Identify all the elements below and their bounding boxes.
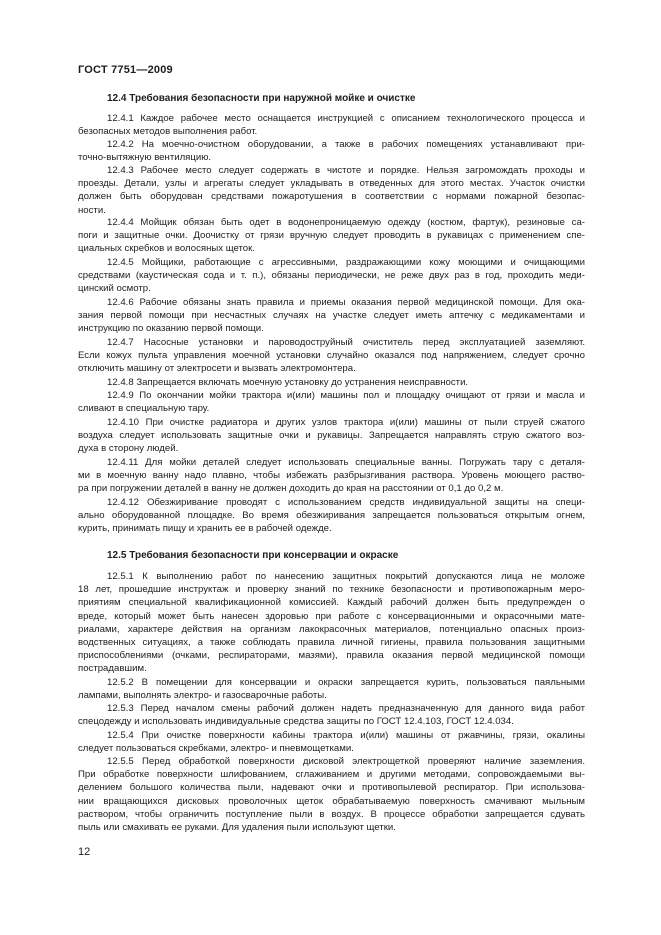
text-line: цинский осмотр. [78, 283, 151, 295]
clause-12-4-5 [78, 256, 585, 296]
clause-12-4-4 [78, 216, 585, 256]
text-line: нии вращающихся дисковых проволочных щеток обрабатываемую поверхность смачивают мыльным [78, 795, 585, 807]
text-line: 12.4.8 Запрещается включать моечную установку до устранения неисправности. [107, 377, 469, 388]
text-line: 12.5.1 К выполнению работ по нанесению защитных покрытий допускаются лица не моложе [107, 571, 585, 582]
text-line: риалами, характере действия на организм лакокрасочных материалов, потенциально опасных произ- [78, 623, 585, 635]
clause-12-4-9 [78, 389, 585, 415]
text-line: 12.4.4 Мойщик обязан быть одет в водонепроницаемую одежду (костюм, фартук), резиновые са- [107, 217, 585, 228]
text-line: 12.4.2 На моечно-очистном оборудовании, а также в рабочих помещениях устанавливают при- [107, 139, 585, 150]
text-line: 12.4.12 Обезжиривание проводят с использованием средств индивидуальной защиты на специ- [107, 497, 585, 508]
text-line: духа в сторону людей. [78, 443, 179, 455]
text-line: 12.4.7 Насосные установки и пароводоструйный очиститель перед эксплуатацией заземляют. [107, 337, 585, 348]
document-code-header: ГОСТ 7751—2009 [78, 64, 173, 76]
text-line: сливают в специальную тару. [78, 403, 210, 415]
text-line: отключить машину от электросети и вызвать электромонтера. [78, 363, 356, 375]
clause-12-4-1 [78, 112, 585, 138]
text-line: 12.5.4 При очистке поверхности кабины трактора и(или) машины от ржавчины, грязи, окалины [107, 730, 585, 741]
clause-12-4-8 [78, 376, 585, 389]
text-line: ми в моечную ванну надо плавно, чтобы избежать разбрызгивания раствора. Уровень моющего раство- [78, 470, 585, 482]
text-line: Если кожух пульта управления моечной установки случайно оказался под напряжением, следует срочно [78, 350, 585, 362]
clause-12-5-4 [78, 729, 585, 755]
text-line: зания первой помощи при несчастных случаях на участке следует иметь аптечку с медикаментами и [78, 310, 585, 322]
text-line: 12.4.11 Для мойки деталей следует использовать специальные ванны. Погружать тару с деталя- [107, 457, 585, 468]
section-title-12-4: 12.4 Требования безопасности при наружной мойке и очистке [107, 93, 416, 104]
text-line: 18 лет, прошедшие инструктаж и проверку знаний по технике безопасности и противопожарным меро- [78, 584, 585, 596]
text-line: раствором, чтобы ограничить поступление пыли в воздух. В процессе обработки запрещается сдувать [78, 808, 585, 820]
text-line: инструкцию по оказанию первой помощи. [78, 323, 264, 335]
text-line: 12.4.10 При очистке радиатора и других узлов трактора и(или) машины от пыли струей сжатого [107, 417, 585, 428]
text-line: спецодежду и использовать индивидуальные средства защиты по ГОСТ 12.4.103, ГОСТ 12.4.034. [78, 716, 514, 728]
text-line: 12.5.2 В помещении для консервации и окраски запрещается курить, пользоваться паяльными [107, 677, 585, 688]
text-line: лампами, выполнять электро- и газосварочные работы. [78, 690, 327, 702]
text-line: вреде, который может быть нанесен здоровью при работе с консервационными и окрасочными мате- [78, 610, 585, 622]
section-title-12-5: 12.5 Требования безопасности при консервации и окраске [107, 550, 399, 561]
text-line: должен быть оборудован средствами пожаротушения в соответствии с нормами пожарной безопас- [78, 191, 585, 203]
clause-12-4-6 [78, 296, 585, 336]
text-line: приятиям специальной квалификационной комиссией. Каждый рабочий должен быть предупрежден о [78, 597, 585, 609]
text-line: 12.4.1 Каждое рабочее место оснащается инструкцией с описанием технологического процесса и [107, 113, 585, 124]
text-line: При обработке поверхности шлифованием, сглаживанием и другими методами, сопровождаемыми вы- [78, 769, 585, 781]
text-line: безопасных методов выполнения работ. [78, 126, 258, 138]
text-line: 12.5.5 Перед обработкой поверхности дисковой электрощеткой проверяют наличие заземления. [107, 756, 585, 767]
text-line: ра при погружении деталей в ванну не должен доходить до края на расстоянии от 0,1 до 0,2 м. [78, 483, 504, 495]
text-line: 12.5.3 Перед началом смены рабочий должен надеть предназначенную для данного вида работ [107, 703, 585, 714]
clause-12-4-11 [78, 456, 585, 496]
text-line: ности. [78, 204, 106, 216]
text-line: делением большого количества пыли, надевают очки и противопылевой респиратор. При использова- [78, 782, 585, 794]
text-line: пыль или смахивать ее руками. Для удаления пыли используют щетки. [78, 822, 396, 834]
clause-12-5-3 [78, 702, 585, 728]
text-line: следует пользоваться скребками, электро- и пневмощетками. [78, 743, 354, 755]
text-line: ально оборудованной площадке. Во время обезжиривания запрещается пользоваться открытым огнем, [78, 510, 585, 522]
text-line: поги и защитные очки. Доочистку от грязи вручную следует проводить в рукавицах с применением спе- [78, 230, 585, 242]
text-line: водственных ситуациях, а также соблюдать правила личной гигиены, правила пользования защитными [78, 637, 585, 649]
text-line: приспособлениями (очками, респираторами, мазями), правила оказания первой медицинской помощи [78, 650, 585, 662]
text-line: проезды. Детали, узлы и агрегаты следует укладывать в отведенных для этого местах. Участок очистки [78, 178, 585, 190]
text-line: точно-вытяжную вентиляцию. [78, 152, 212, 164]
clause-12-4-2 [78, 138, 585, 164]
clause-12-5-5 [78, 755, 585, 834]
text-line: воздуха следует использовать защитные очки и рукавицы. Запрещается направлять струю сжатого воз- [78, 430, 585, 442]
text-line: 12.4.9 По окончании мойки трактора и(или) машины пол и площадку очищают от грязи и масла и [107, 390, 585, 401]
clause-12-4-7 [78, 336, 585, 376]
text-line: 12.4.3 Рабочее место следует содержать в чистоте и порядке. Нельзя загромождать проходы и [107, 165, 585, 176]
text-line: курить, принимать пищу и хранить ее в рабочей одежде. [78, 523, 332, 535]
clause-12-5-1 [78, 570, 585, 676]
clause-12-4-12 [78, 496, 585, 536]
text-line: 12.4.6 Рабочие обязаны знать правила и приемы оказания первой медицинской помощи. Для ока- [107, 297, 585, 308]
clause-12-4-3 [78, 164, 585, 217]
text-line: средствами (каустическая сода и т. п.), обязаны периодически, не реже двух раз в год, проходить меди- [78, 270, 585, 282]
text-line: пострадавшим. [78, 663, 147, 675]
text-line: циальных скребков и волосяных щеток. [78, 243, 256, 255]
clause-12-4-10 [78, 416, 585, 456]
clause-12-5-2 [78, 676, 585, 702]
page-number: 12 [78, 846, 91, 858]
text-line: 12.4.5 Мойщики, работающие с агрессивными, раздражающими кожу моющими и очищающими [107, 257, 585, 268]
